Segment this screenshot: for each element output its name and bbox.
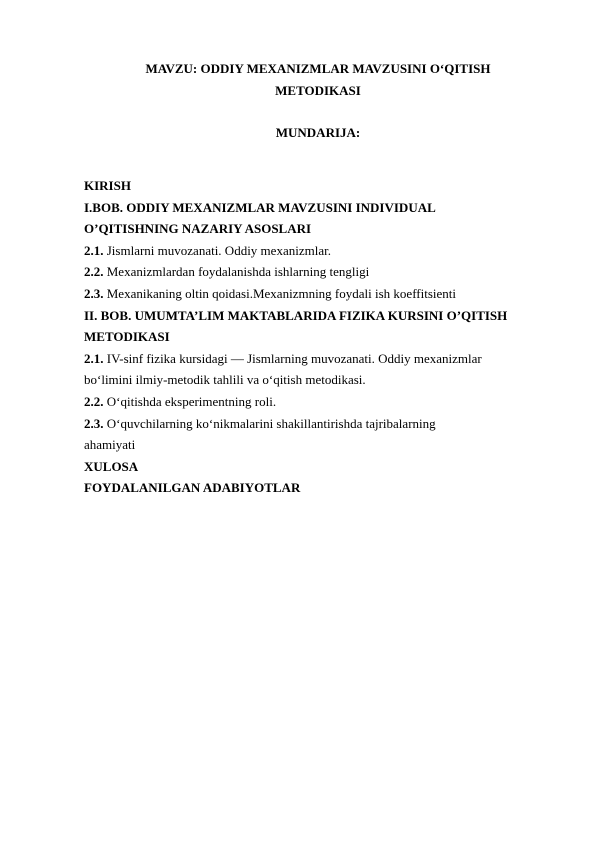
- toc-conclusion: XULOSA: [84, 458, 139, 474]
- toc-section-text: IV-sinf fizika kursidagi ― Jismlarning muvozanati. Oddiy mexanizmlar: [103, 350, 482, 366]
- toc-section-1-3: [84, 283, 554, 305]
- toc-section-text: O‘quvchilarning ko‘nikmalarini shakillantirishda tajribalarning: [103, 415, 436, 431]
- toc-chapter1-line1: I.BOB. ODDIY MEXANIZMLAR MAVZUSINI INDIVIDUAL: [84, 199, 436, 215]
- toc-section-text: Jismlarni muvozanati. Oddiy mexanizmlar.: [103, 242, 331, 258]
- toc-section-number: 2.2.: [84, 264, 104, 280]
- toc-chapter2-line2: METODIKASI: [84, 329, 170, 345]
- toc-references: FOYDALANILGAN ADABIYOTLAR: [84, 480, 301, 496]
- toc-section-2-3-continuation: ahamiyati: [84, 437, 136, 453]
- toc-section-number: 2.2.: [84, 393, 104, 409]
- table-of-contents: [84, 175, 554, 499]
- toc-section-text: Mexanikaning oltin qoidasi.Mexanizmning foydali ish koeffitsienti: [103, 285, 457, 301]
- contents-heading: MUNDARIJA:: [275, 125, 361, 140]
- toc-intro: KIRISH: [84, 178, 131, 193]
- toc-section-text: Mexanizmlardan foydalanishda ishlarning tengligi: [103, 264, 370, 280]
- toc-section-number: 2.3.: [84, 285, 104, 301]
- toc-section-number: 2.3.: [84, 415, 104, 431]
- toc-section-1-1: [84, 240, 554, 262]
- toc-section-text: O‘qitishda eksperimentning roli.: [103, 393, 277, 409]
- document-title-line-1: MAVZU: ODDIY MEXANIZMLAR MAVZUSINI O‘QITISH: [145, 61, 491, 76]
- document-title-line-2: METODIKASI: [275, 83, 361, 98]
- toc-section-number: 2.1.: [84, 350, 104, 366]
- toc-section-number: 2.1.: [84, 242, 104, 258]
- toc-chapter2-line1: II. BOB. UMUMTA’LIM MAKTABLARIDA FIZIKA KURSINI O’QITISH: [84, 307, 508, 323]
- toc-section-1-2: [84, 261, 554, 283]
- toc-chapter1-line2: O’QITISHNING NAZARIY ASOSLARI: [84, 221, 312, 237]
- toc-section-2-1-continuation: bo‘limini ilmiy-metodik tahlili va o‘qitish metodikasi.: [84, 372, 366, 388]
- toc-section-2-3: [84, 413, 554, 435]
- toc-section-2-2: [84, 391, 554, 413]
- toc-section-2-1: [84, 348, 554, 370]
